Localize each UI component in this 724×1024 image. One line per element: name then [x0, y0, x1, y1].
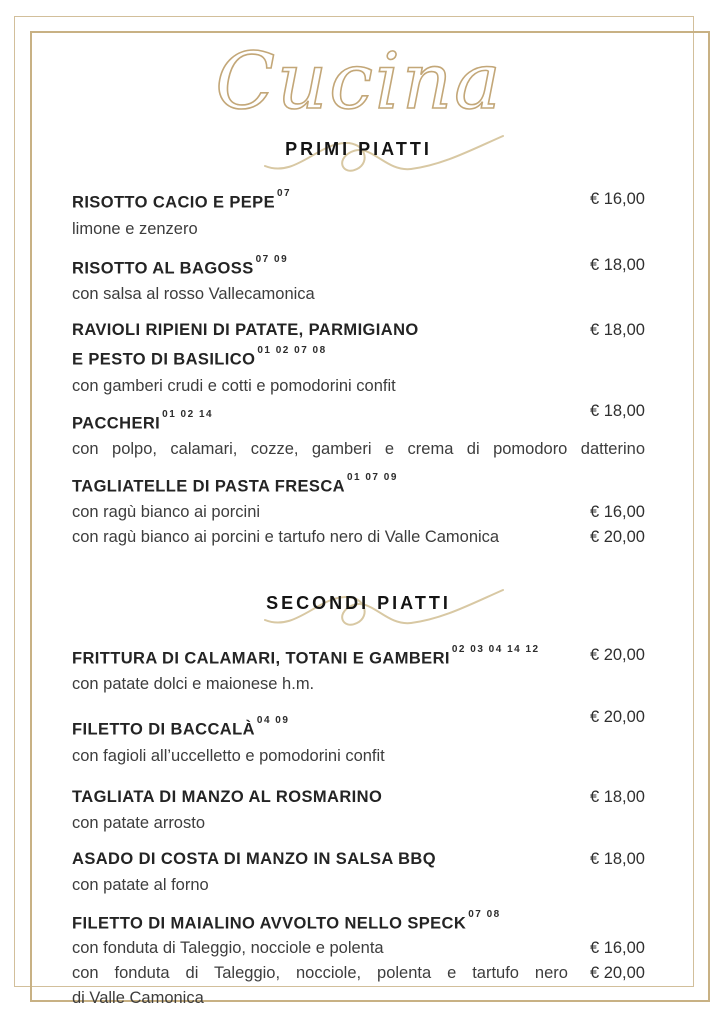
item-name-text: RISOTTO CACIO E PEPE: [72, 193, 275, 212]
variant-description-continuation: di Valle Camonica: [72, 989, 204, 1007]
allergen-codes: 07 09: [255, 253, 289, 265]
item-description: con patate dolci e maionese h.m.: [72, 675, 315, 693]
item-name-text: PACCHERI: [72, 414, 161, 432]
item-description: limone e zenzero: [72, 219, 198, 238]
section-header-secondi: [72, 588, 645, 618]
item-name-text: TAGLIATA DI MANZO AL ROSMARINO: [72, 787, 383, 806]
variant-price: € 20,00: [589, 964, 645, 982]
item-name: [72, 784, 382, 810]
item-variant: [72, 936, 645, 961]
item-name-line2: [72, 343, 419, 373]
menu-title-text: Cucina: [214, 42, 503, 127]
menu-item: [72, 186, 645, 242]
item-name-text: ASADO DI COSTA DI MANZO IN SALSA BBQ: [72, 849, 436, 868]
allergen-codes: 01 02 14: [162, 408, 214, 420]
item-name: [72, 642, 540, 672]
item-name: [72, 907, 645, 937]
menu-item: [72, 470, 645, 550]
item-price: € 20,00: [589, 708, 645, 726]
menu-item: [72, 317, 645, 399]
menu-item: [72, 784, 645, 836]
allergen-codes: 01 02 07 08: [257, 345, 327, 356]
item-price: € 18,00: [589, 255, 645, 274]
item-description: con gamberi crudi e cotti e pomodorini confit: [72, 376, 396, 395]
item-price: € 20,00: [589, 645, 645, 664]
item-variant: [72, 961, 645, 986]
item-description: con patate al forno: [72, 875, 209, 894]
item-price: € 16,00: [589, 190, 645, 208]
menu-item: [72, 252, 645, 308]
item-name: [72, 846, 436, 872]
item-variant: [72, 500, 645, 525]
item-name: [72, 713, 289, 743]
item-name-text: FRITTURA DI CALAMARI, TOTANI E GAMBERI: [72, 649, 450, 667]
variant-price: € 20,00: [589, 527, 645, 546]
variant-price: € 16,00: [589, 502, 645, 521]
variant-price: € 16,00: [589, 939, 645, 957]
item-name: [72, 407, 213, 437]
item-name-text: E PESTO DI BASILICO: [72, 350, 256, 369]
item-name: [72, 186, 291, 216]
secondi-items: [72, 642, 645, 1012]
menu-item: [72, 708, 645, 769]
item-name-text: TAGLIATELLE DI PASTA FRESCA: [72, 477, 345, 496]
menu-script-title: [72, 42, 645, 134]
menu-item: [72, 846, 645, 898]
item-variant: [72, 525, 645, 550]
cucina-script-icon: [169, 42, 549, 134]
item-description: con polpo, calamari, cozze, gamberi e crema di pomodoro datterino: [72, 440, 645, 458]
item-price: € 18,00: [589, 321, 645, 339]
section-title: PRIMI PIATTI: [285, 139, 432, 159]
item-name-text: RAVIOLI RIPIENI DI PATATE, PARMIGIANO: [72, 321, 419, 339]
allergen-codes: 07 08: [468, 908, 501, 920]
allergen-codes: 07: [276, 188, 292, 199]
item-price: € 18,00: [589, 787, 645, 806]
item-description: con fagioli all’uccelletto e pomodorini confit: [72, 746, 385, 765]
item-name: [72, 470, 645, 500]
variant-description: con ragù bianco ai porcini e tartufo nero di Valle Camonica: [72, 527, 500, 546]
item-price: € 18,00: [589, 401, 645, 420]
menu-item: [72, 907, 645, 1012]
menu-item: [72, 401, 645, 463]
item-description: con salsa al rosso Vallecamonica: [72, 285, 315, 303]
section-title: SECONDI PIATTI: [266, 592, 451, 613]
allergen-codes: 04 09: [256, 715, 290, 726]
item-name: [72, 252, 288, 282]
variant-description: con fonduta di Taleggio, nocciole e polenta: [72, 939, 384, 957]
variant-description: con fonduta di Taleggio, nocciole, polenta e tartufo nero: [72, 964, 568, 982]
variant-description: con ragù bianco ai porcini: [72, 502, 261, 521]
allergen-codes: 02 03 04 14 12: [451, 643, 540, 655]
item-price: € 18,00: [589, 849, 645, 868]
allergen-codes: 01 07 09: [346, 472, 398, 483]
section-header-primi: [72, 134, 645, 164]
item-name: [72, 317, 419, 373]
menu-content: [72, 0, 645, 1011]
item-description: con patate arrosto: [72, 813, 205, 832]
item-name-text: FILETTO DI MAIALINO AVVOLTO NELLO SPECK: [72, 914, 467, 932]
item-name-text: RISOTTO AL BAGOSS: [72, 259, 254, 277]
primi-items: [72, 186, 645, 550]
menu-item: [72, 642, 645, 698]
item-name-text: FILETTO DI BACCALÀ: [72, 720, 255, 739]
